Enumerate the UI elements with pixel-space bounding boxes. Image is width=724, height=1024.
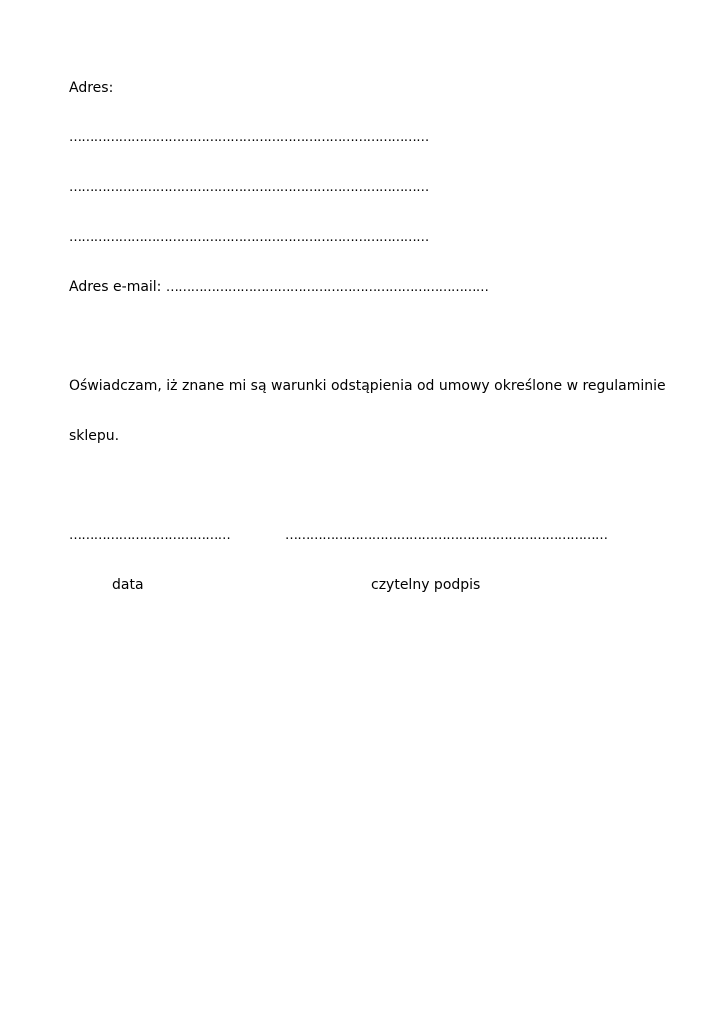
address-label: Adres: <box>69 80 114 96</box>
signature-fill-line: …………………………………………………………………… <box>285 528 608 543</box>
email-row <box>69 278 488 297</box>
address-fill-line-2: …………………………………………………………………………… <box>69 180 429 195</box>
date-label: data <box>112 577 144 593</box>
signature-label: czytelny podpis <box>371 577 481 593</box>
email-fill-line: …………………………………………………………………… <box>165 280 489 295</box>
declaration-line-2: sklepu. <box>69 428 120 444</box>
declaration-line-1: Oświadczam, iż znane mi są warunki odstąpienia od umowy określone w regulaminie <box>69 378 666 394</box>
address-fill-line-1: …………………………………………………………………………… <box>69 130 429 145</box>
email-label: Adres e-mail: <box>69 279 162 295</box>
address-fill-line-3: …………………………………………………………………………… <box>69 230 429 245</box>
date-fill-line: ………………………………… <box>69 528 231 543</box>
